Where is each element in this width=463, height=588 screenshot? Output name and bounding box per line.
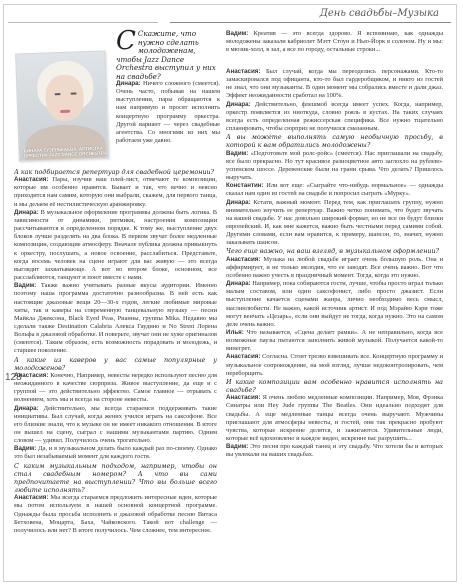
speaker-name: Анастасия: — [14, 176, 49, 184]
answer-text: Был случай, когда мы переоделись персонажами. Кто-то замаскировался под офицанта, кто-то был гардеробщиком, и никто из гостей не знал, что они музыканты. В один момент мы собрались вместе и дали джаз. Эффект неожиданности сработал на 100%. — [226, 68, 443, 100]
interview-answer — [226, 68, 443, 101]
answer-text: Например, пока собираются гости, лучше, чтобы просто играл только малым составом, или один саксофонист, либо просто джазист. Если выступление качается сценами жанра, лично необходимо весь смысл, маслинлюбисти. Не важно, какой источник артист. И под Мэрайю Кэри тоже могут венчать «Цезарь», если они выйдут не тогда, когда нужно. Это на самом деле очень важно. — [226, 280, 443, 328]
answer-text: Действительно, флешмоб всегда имеет успех. Когда, например, оркестр появляется из ниоткуда, словно рояль в кустах. На таких случаях всегда есть определенная режиссерская специфика. Все нужно тщательно спланировать, чтобы сюрприз не получился смазанным. — [226, 100, 443, 133]
question-text: С каким музыкальным подходом, например, чтобы он стал свадебным номером? А что вы сами предпочитаете на выступлении? Что вы больше всего любите исполнять? — [14, 461, 217, 495]
right-column-lead — [226, 30, 443, 66]
answer-text: Или вот еще: «Сыграйте что-нибудь нормальное» — однажды сказал нам один из гостей на свадьбе и попросил сыграть «Мурку». — [226, 182, 443, 198]
speaker-name: Анастасия: — [226, 353, 261, 361]
interview-question — [226, 378, 443, 394]
answer-text: Креатив — это всегда здорово. Я вспоминаю, как однажды молодожены заказали кабриолет Мэтт Стоун и Нью-Йорк в соленом. Ну и мы: в мюзик-холл, в зал, а все по городу, остальные строки... — [226, 30, 443, 54]
interview-answer — [226, 280, 443, 329]
intro-answer — [116, 80, 220, 166]
answer-text: Также важно учитывать разные вкусы аудитории. Именно поэтому наша программа достаточно разнообразна. В ней есть как настоящие джазовые вещи 20—30-х годов, легкие любимые мировые хиты, так и каверы на современную танцевальную музыку — песни Майкла Джексона, Black Eyed Peas, Рианны, группы Mika. Недавно мы сделали также Destination Calabria Алекса Гаудино и No Strest Лорена Вольфа в джазовой обработке. И поверьте, звучат они не хуже оригиналов (смеются). Таким образом, есть возможность порадовать и молодежь, и старшее поколение. — [14, 282, 217, 355]
answer-text: Кстати, важный момент. Перед тем, как приглашать группу, нужно внимательно изучить ее репертуар. Важно четко понимать, что будет звучать на вашей свадьбе. У нас довольно широкий формат, но не все он будут близки европейский. И, как мне кажется, важно быть честными перед самими собой. Другими словами, если вам нравится, к примеру, шансон, то, значит, нужно заказывать шансон. — [226, 198, 443, 247]
lead-text: Скажите, что нужно сделать молодоженам, чтобы Jazz Dance Orchestra выступил у них на свадьбе? — [116, 29, 216, 81]
speaker-name: Динара: — [14, 404, 39, 412]
portrait-photo — [15, 50, 109, 161]
speaker-name: Вадим: — [226, 443, 249, 451]
answer-text: Да, и в музыкальном делать было каждый раз по-своему. Однако это был незабываемый момент для каждого гостя. — [14, 445, 217, 461]
drop-cap: С — [116, 26, 136, 56]
interview-answer — [14, 445, 217, 461]
interview-answer — [226, 329, 443, 353]
answer-text: Мы всегда стараемся предложить интересные идеи, которые мы потом используем в нашей основной концертной программе. Однажды была просьба исполнить в джазовой обработке песню Витаса Бетховена, Моцарта, Баха, Чайковского. Такой вот challenge — получилось или нет? В итоге получилось. Чем сложнее, тем интереснее. — [14, 494, 217, 534]
interview-answer — [226, 394, 443, 443]
speaker-name: Анастасия: — [14, 494, 49, 502]
interview-answer — [14, 405, 217, 446]
photo-caption: ДИНАРА ГУЗЕЛЬКАЕВА, АРТИСТКА ОРКЕСТРА JAZZ DANCE ORCHESTRA — [23, 145, 108, 159]
question-text: А как подбирается репертуар для свадебной церемонии? — [14, 168, 215, 176]
interview-answer — [226, 199, 443, 248]
speaker-name: Вадим: — [226, 149, 249, 157]
header-rule-left — [8, 22, 158, 23]
interview-answer — [226, 30, 443, 54]
answer-text: Конечно, Например, невесты нередко используют песню для неожиданного в качестве сюрприза. Живое выступление, да еще и с группой — это действительно эффектно. Самое главное — отрывать с волнением, хоть мы и всегда на стороне невесты. — [14, 371, 217, 404]
left-column — [14, 168, 217, 566]
speaker-name: Анастасия: — [226, 68, 261, 75]
interview-question — [14, 356, 217, 372]
answer-text: Согласна. Стоит трезво взвешивать все. Концертную программу и музыкальное сопровождение, на мой взгляд, лучше недоконтролировать, чем переборщить. — [226, 353, 443, 377]
speaker-name: Константин: — [226, 182, 264, 190]
interview-question — [226, 247, 443, 255]
interview-answer — [14, 372, 217, 405]
speaker-name: Динара: — [14, 208, 39, 216]
answer-text: Действительно, мы всегда стараемся поддерживать такие инициативы. Был случай, когда жених учился играть на саксофоне. Все его близкие знали, что к музыке он не имеет никакого отношения. В итоге он вышел на сцену, сыграл с нашими музыкантами партию. Одним словом — удивил. Получилось очень трогательно. — [14, 404, 217, 445]
speaker-name: Анастасия: — [226, 394, 261, 402]
speaker-name: Анастасия: — [226, 255, 261, 263]
header-rule — [170, 22, 451, 23]
answer-text: «Подготовьте мой ролс-ройс» (смеется). Нас приглашали на свадьбу, все было прекрасно. Но тут красивое разноцветное авто заглохло на рублево-успенском шоссе. Деревенские были на грани срыва. Что делать? Пришлось выручать. — [226, 149, 443, 182]
speaker-name: Вадим: — [226, 30, 249, 37]
interview-answer — [226, 182, 443, 198]
answer-text: Это песня про каждый танец и эту свадьбу. Что хотели бы и которых вы увлекали на ваших свадьбах. — [226, 443, 443, 459]
interview-answer — [14, 494, 217, 535]
interview-answer — [226, 150, 443, 183]
answer-text: В музыкальное оформление программы должны быть логика. В зависимости от динамики, ритмики, настроения композиции рассчитываются в определенном порядке. К тому же, выступление двух блоков лучше разделять на два блока. В первом звучат более медленные композиции, создающие атмосферу. Вначале публика должна привыкнуть к оркестру, послушать, а новое освоение, расслабиться. Представьте, когда восемь человек на сцене играют для вас живую — это всегда выглядит захватывающе. А вот во втором блоке, основном, все расслабляются, танцуют и поют вместе с нами. — [14, 208, 217, 282]
lead-question — [116, 26, 220, 82]
answer-text: Что называется, «Сцена делает рамки». А не неправильно, когда все возможные паузы пытаются заполнить живой музыкой. Получается какой-то винегрет. — [226, 329, 443, 353]
interview-answer — [226, 353, 443, 377]
question-text: И какие композиции вам особенно нравится исполнять на свадьбе? — [226, 377, 443, 395]
answer-text: Пары, изучив наш плей-лист, отмечают те композиции, которые им особенно нравятся. Бывает и так, что вечно и неясно приходится нам самим, которую они выбрали, скажем, для первого танца, и мы делаем её нестилистическую аранжировку. — [14, 176, 217, 208]
question-text: Чего еще важно, на ваш взгляд, в музыкальном оформлении? — [226, 247, 440, 256]
speaker-name: Вадим: — [14, 282, 37, 290]
question-text: А вы можете выполнять самую необычную просьбу, в которой к вам обратились молодожены? — [226, 133, 443, 150]
speaker-name: Вадим: — [14, 445, 37, 453]
answer-text: Музыка на любой свадьбе играет очень большую роль. Она и аффирмирует, и не только мелодия, что ее заводят. Все очень важно. Вот что особенно важно учесть в праздничный момент. Тогда, когда это нужно. — [226, 255, 443, 279]
speaker-name: Динара: — [226, 100, 251, 108]
interview-question — [226, 133, 443, 149]
right-column — [226, 68, 443, 566]
speaker-name: Анастасия: — [14, 371, 49, 379]
speaker-name: Динара: — [226, 280, 251, 288]
speaker-name: Динара: — [116, 80, 141, 87]
interview-answer — [226, 443, 443, 459]
section-title: День свадьбы–Музыка — [319, 8, 439, 19]
interview-answer — [14, 209, 217, 282]
speaker-name: Динара: — [226, 198, 251, 206]
speaker-name: Илья: — [226, 329, 244, 336]
interview-answer — [226, 101, 443, 134]
interview-answer — [226, 256, 443, 280]
answer-text: Ничего сложного (смеется). Очень часто, побывав на нашем выступлении, пары обращаются к нам напрямую и просят исполнить концертную программу оркестра. Другой вариант — через свадебные агентства. Со многими из них мы работаем уже давно. — [116, 80, 220, 145]
question-text: А какие из каверов у вас самые популярные у молодоженов? — [14, 355, 217, 372]
interview-answer — [14, 282, 217, 355]
interview-answer — [14, 176, 217, 209]
interview-question — [14, 168, 217, 176]
interview-question — [14, 462, 217, 495]
page-number: 128 — [5, 372, 22, 383]
answer-text: Я очень люблю медленные композиции. Например, Моя, Фрэнка Синатры или Hey Jude группы The Beatles. Они идеально подходят для свадьбы. А еще медленные танцы всегда очень выручают. Мужчины приглашают для атмосферы невесты, и гостей, они так прекрасно пробуют чувства, которые искренне делятся, и зажигаются. Удивительные люди, которые всё вдохновлено и каждое видео, искренне вас разрушить... — [226, 394, 443, 443]
